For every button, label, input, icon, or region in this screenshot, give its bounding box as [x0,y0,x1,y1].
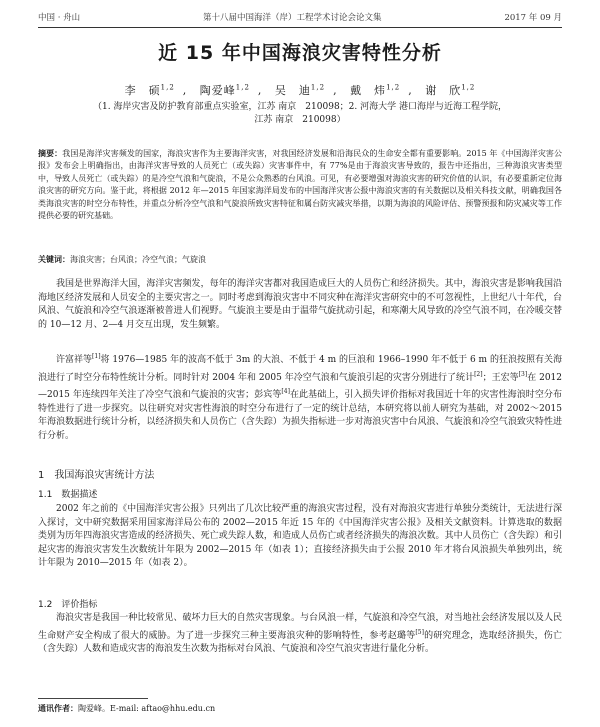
author: 戴 炜$^{1,2}$ [350,83,401,97]
affiliations [60,101,540,127]
section-heading: 1 我国海浪灾害统计方法 [38,470,155,481]
paper-title: 近 15 年中国海浪灾害特性分析 [158,42,442,64]
header-rule [38,27,562,28]
footnote-rule [38,698,148,699]
data-description-paragraph: 2002 年之前的《中国海洋灾害公报》只列出了几次比较严重的海浪灾害过程，没有对海浪灾害进行单独分类统计，无法进行深入探讨，文中研究数据采用国家海洋局公布的 2002—2015 年近 15 年的《中国海洋灾害公报》及相关文献资料。计算选取的数据类别为历年四海浪灾害造成的经济损失、死亡或失踪人数，和造成人员伤亡或者经济损失的海浪次数。其中人员伤亡（含失踪）和引起灾害的海浪灾害发生次数统计年限为 2002—2015 年（如表 1）；直接经济损失由于公报 2010 年才将台风浪损失单独列出，统计年限为 2010—2015 年（如表 2）。 [38,504,562,569]
citation: [3] [518,370,528,378]
abstract-text: 我国是海洋灾害频发的国家，海浪灾害作为主要海洋灾害，对我国经济发展和沿海民众的生命安全都有重要影响。2015 年《中国海洋灾害公报》发布会上明确指出，由海洋灾害导致的人员死亡（或失踪）灾害事件中，有 77%是由于海浪灾害导致的，报告中还指出，三种海浪灾害类型中，导致人员死亡（或失踪）的是冷空气浪和气旋浪，不是公众熟悉的台风浪。可见，有必要增强对海浪灾害的研究价值的认识，有必要重新定位海浪灾害的研究方向。鉴于此，将根据 2012 年—2015 年国家海洋局发布的中国海洋灾害公报中海浪灾害的有关数据以及相关科技文献，明确我国各类海浪灾害的时空分布特性，并重点分析冷空气浪和气旋浪所致灾害特征和属台防灾减灾举措，以期为海浪的风险评估、预警预报和防灾减灾等工作提供必要的研究基础。 [38,149,562,221]
intro-paragraph-1: 我国是世界海洋大国，海洋灾害频发，每年的海洋灾害都对我国造成巨大的人员伤亡和经济损失。其中，海浪灾害是影响我国沿海地区经济发展和人员安全的主要灾害之一。同时考虑到海浪灾害中不同灾种在海洋灾害研究中的不可忽视性，上世纪八十年代，台风浪、气旋浪和冷空气浪逐渐被普进人们视野。气旋浪主要是由于温带气旋扰动引起，和寒潮大风导致的冷空气浪不同，在冷暖交替的 10—12 月、2—4 月交互出现，发生频繁。 [38,279,562,330]
citation: [2] [474,370,483,378]
abstract-label: 摘要： [38,149,63,158]
author: 谢 欣$^{1,2}$ [425,83,476,97]
corresponding-author-footnote [38,703,215,714]
header-location: 中国 · 舟山 [38,13,81,23]
citation: [4] [281,388,290,396]
citation: [5] [415,628,424,636]
affiliation-line: 江苏 南京 210098） [254,115,346,125]
subsection-heading: 1.1 数据描述 [38,490,98,500]
author: 陶爱峰$^{1,2}$ [199,83,250,97]
citation: [1] [92,353,101,360]
intro-paragraph-2: 许富祥等[1]将 1976—1985 年的波高不低于 3m 的大浪、不低于 4 m 的巨浪和 1966–1990 年不低于 6 m 的狂浪按照有关海浪进行了时空分布特性统计分析。同时针对 2004 年和 2005 年冷空气浪和气旋浪引起的灾害分别进行了统计[2]；王宏等[3]在 2012—2015 年连续四年关注了冷空气浪和气旋浪的灾害；彭宾等[4]在此基础上，引入损失评价指标对我国近十年的灾害性海浪时空分布特性进行了进一步探究。以往研究对灾害性海浪的时空分布进行了一定的统计总结，本研究将以前人研究为基础，对 2002～2015 年海浪数据进行统计分析，以经济损失和人员伤亡（含失踪）为损失指标进一步对海浪灾害中台风浪、气旋浪和冷空气浪致灾特性进行分析。 [38,353,562,441]
subsection-heading: 1.2 评价指标 [38,600,98,610]
evaluation-index-paragraph: 海浪灾害是我国一种比较常见、破坏力巨大的自然灾害现象。与台风浪一样，气旋浪和冷空气浪，对当地社会经济发展以及人民生命财产安全构成了很大的威胁。为了进一步探究三种主要海浪灾种的影响特性，参考赵璐等[5]的研究理念，选取经济损失，伤亡（含失踪）人数和造成灾害的海浪发生次数为指标对台风浪、气旋浪和冷空气浪灾害进行量化分析。 [38,613,562,655]
keywords-label: 关键词： [38,255,70,264]
author: 吴 迪$^{1,2}$ [274,83,326,97]
keywords-text: 海浪灾害；台风浪；冷空气浪；气旋浪 [70,255,206,264]
footnote-text: 陶爱峰。E-mail: aftao@hhu.edu.cn [78,704,216,713]
affiliation-line: （1. 海岸灾害及防护教育部重点实验室，江苏 南京 210098；2. 河海大学 港口海岸与近海工程学院， [93,102,507,112]
header-proceedings-title: 第十八届中国海洋（岸）工程学术讨论会论文集 [203,13,382,23]
footnote-label: 通讯作者： [38,704,78,713]
author-list: 李 硕$^{1,2}$ , 陶爱峰$^{1,2}$ , 吴 迪$^{1,2}$ , 戴 炜$^{1,2}$ , 谢 欣$^{1,2}$ [124,83,476,97]
running-header [38,10,562,24]
keywords [38,254,562,266]
author: 李 硕$^{1,2}$ [124,83,175,97]
abstract [38,148,562,222]
header-date: 2017 年 09 月 [504,13,562,23]
